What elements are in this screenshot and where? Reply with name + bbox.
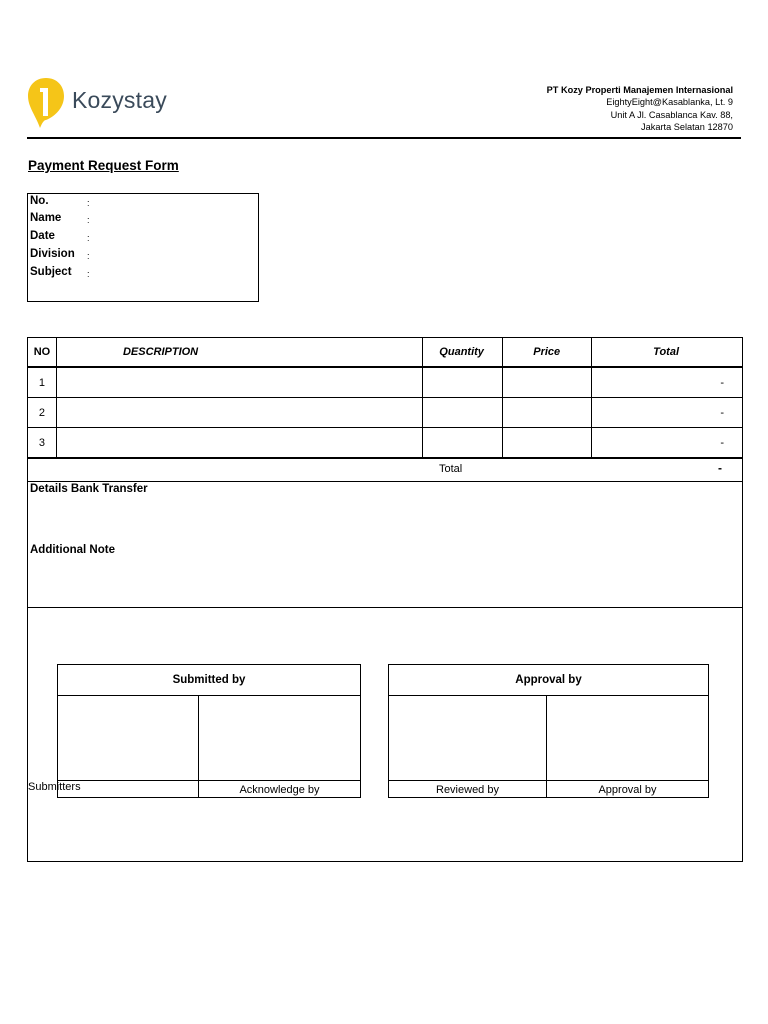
table-row: [28, 367, 743, 398]
row-quantity[interactable]: [423, 367, 503, 398]
brand-name: Kozystay: [72, 87, 167, 113]
header-no: NO: [28, 338, 57, 368]
row-price[interactable]: [503, 398, 592, 428]
info-row-date: [30, 230, 90, 243]
row-no: 2: [28, 398, 57, 428]
row-total: -: [592, 367, 743, 398]
info-label: No.: [30, 195, 49, 207]
kozystay-logo-icon: [26, 76, 66, 130]
row-description[interactable]: [56, 367, 422, 398]
table-row: [28, 428, 743, 459]
additional-note-label: Additional Note: [30, 544, 115, 556]
table-row: [28, 398, 743, 428]
acknowledge-by-caption: Acknowledge by: [239, 784, 320, 796]
header-description: DESCRIPTION: [56, 338, 422, 368]
approval-by-box: [388, 664, 709, 798]
grand-total-label: Total: [439, 463, 463, 475]
lower-section-box: [27, 457, 743, 862]
row-total: -: [592, 398, 743, 428]
address-line-3: Jakarta Selatan 12870: [641, 122, 733, 133]
info-colon: :: [87, 251, 90, 261]
items-table: [27, 337, 743, 459]
header-divider: [27, 137, 741, 139]
info-label: Date: [30, 230, 55, 242]
info-label: Division: [30, 248, 75, 260]
info-row-division: [30, 248, 90, 261]
form-title: Payment Request Form: [28, 158, 179, 173]
company-name: PT Kozy Properti Manajemen Internasional: [546, 85, 733, 95]
reviewed-by-caption: Reviewed by: [436, 784, 499, 796]
row-quantity[interactable]: [423, 398, 503, 428]
info-label: Name: [30, 212, 62, 224]
submitters-caption: Submitters: [28, 781, 81, 793]
signature-divider: [198, 695, 199, 797]
address-line-1: EightyEight@Kasablanka, Lt. 9: [606, 97, 733, 108]
info-label: Subject: [30, 266, 72, 278]
signature-caption-line: [389, 780, 708, 781]
submitted-by-box: [57, 664, 361, 798]
table-header-row: [28, 338, 743, 368]
bank-transfer-label: Details Bank Transfer: [30, 483, 148, 495]
info-colon: :: [87, 215, 90, 225]
row-quantity[interactable]: [423, 428, 503, 459]
total-divider: [27, 481, 743, 482]
submitted-by-title: Submitted by: [58, 665, 360, 696]
info-row-no: [30, 195, 90, 208]
row-description[interactable]: [56, 428, 422, 459]
signature-divider: [546, 695, 547, 797]
approval-by-title: Approval by: [389, 665, 708, 696]
grand-total-value: -: [718, 461, 722, 475]
info-colon: :: [87, 198, 90, 208]
row-total: -: [592, 428, 743, 459]
notes-divider: [27, 607, 743, 608]
signature-caption-line: [58, 780, 360, 781]
company-address-block: [547, 84, 733, 134]
info-colon: :: [87, 233, 90, 243]
info-row-name: [30, 212, 90, 225]
row-price[interactable]: [503, 367, 592, 398]
row-description[interactable]: [56, 398, 422, 428]
header-quantity: Quantity: [423, 338, 503, 368]
header-price: Price: [503, 338, 592, 368]
header-total: Total: [592, 338, 743, 368]
info-colon: :: [87, 269, 90, 279]
row-price[interactable]: [503, 428, 592, 459]
address-line-2: Unit A Jl. Casablanca Kav. 88,: [610, 109, 733, 120]
info-row-subject: [30, 266, 90, 279]
approval-by-caption: Approval by: [598, 784, 657, 796]
row-no: 3: [28, 428, 57, 459]
row-no: 1: [28, 367, 57, 398]
info-box: [27, 193, 259, 302]
